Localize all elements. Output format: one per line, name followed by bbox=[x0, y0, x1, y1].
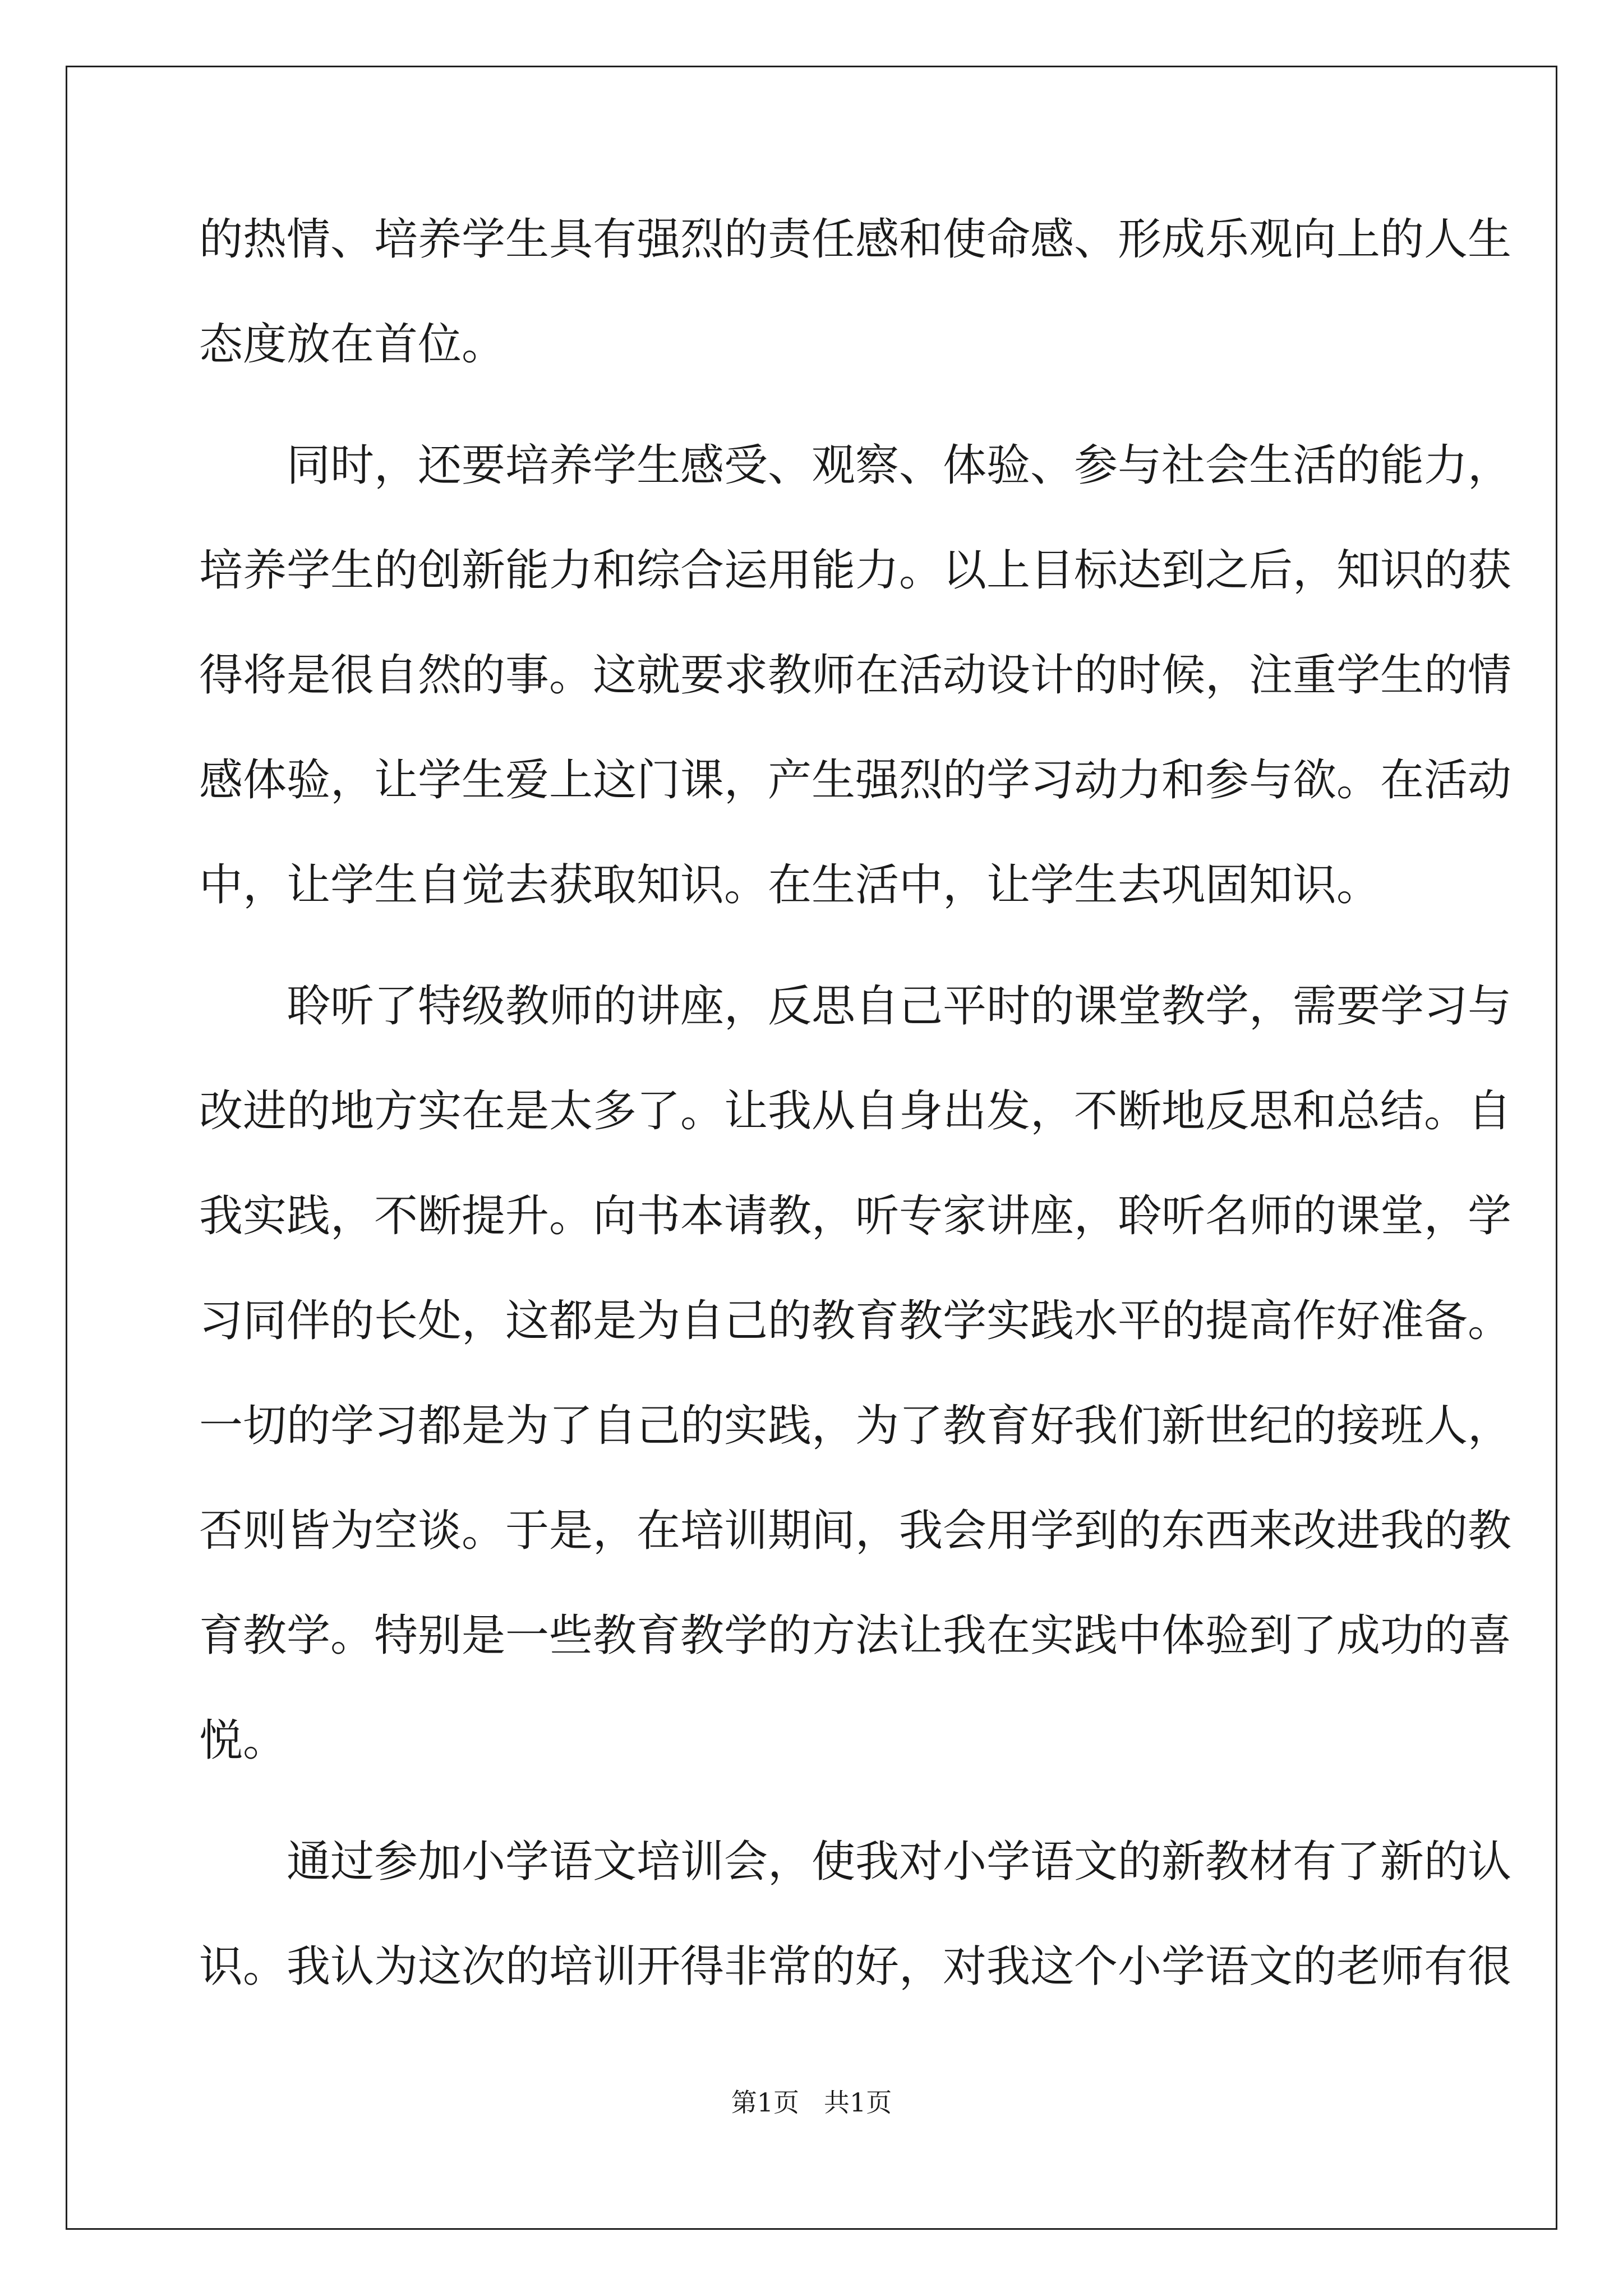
paragraph-line: 一切的学习都是为了自己的实践，为了教育好我们新世纪的接班人， bbox=[199, 1401, 1512, 1451]
paragraph-line: 聆听了特级教师的讲座，反思自己平时的课堂教学，需要学习与 bbox=[287, 981, 1512, 1032]
total-pages: 共1页 bbox=[823, 2087, 892, 2118]
paragraph-line: 同时，还要培养学生感受、观察、体验、参与社会生活的能力， bbox=[287, 440, 1512, 491]
page-footer bbox=[0, 2082, 1623, 2119]
paragraph-line: 得将是很自然的事。这就要求教师在活动设计的时候，注重学生的情 bbox=[199, 650, 1512, 701]
paragraph-line: 感体验，让学生爱上这门课，产生强烈的学习动力和参与欲。在活动 bbox=[199, 755, 1512, 806]
paragraph-line: 态度放在首位。 bbox=[199, 319, 506, 370]
paragraph-line: 中，让学生自觉去获取知识。在生活中，让学生去巩固知识。 bbox=[199, 860, 1381, 910]
paragraph-line: 我实践，不断提升。向书本请教，听专家讲座，聆听名师的课堂，学 bbox=[199, 1191, 1512, 1241]
paragraph-line: 的热情、培养学生具有强烈的责任感和使命感、形成乐观向上的人生 bbox=[199, 214, 1512, 265]
paragraph-line: 识。我认为这次的培训开得非常的好，对我这个小学语文的老师有很 bbox=[199, 1941, 1512, 1992]
paragraph-line: 育教学。特别是一些教育教学的方法让我在实践中体验到了成功的喜 bbox=[199, 1611, 1512, 1661]
paragraph-line: 否则皆为空谈。于是，在培训期间，我会用学到的东西来改进我的教 bbox=[199, 1506, 1512, 1556]
document-body bbox=[199, 213, 1512, 1993]
paragraph-line: 习同伴的长处，这都是为自己的教育教学实践水平的提高作好准备。 bbox=[199, 1296, 1512, 1346]
paragraph-line: 悦。 bbox=[199, 1715, 287, 1766]
page-number: 第1页 bbox=[731, 2087, 800, 2118]
paragraph-line: 通过参加小学语文培训会，使我对小学语文的新教材有了新的认 bbox=[287, 1837, 1512, 1887]
paragraph-line: 培养学生的创新能力和综合运用能力。以上目标达到之后，知识的获 bbox=[199, 545, 1512, 596]
paragraph-line: 改进的地方实在是太多了。让我从自身出发，不断地反思和总结。自 bbox=[199, 1086, 1512, 1137]
